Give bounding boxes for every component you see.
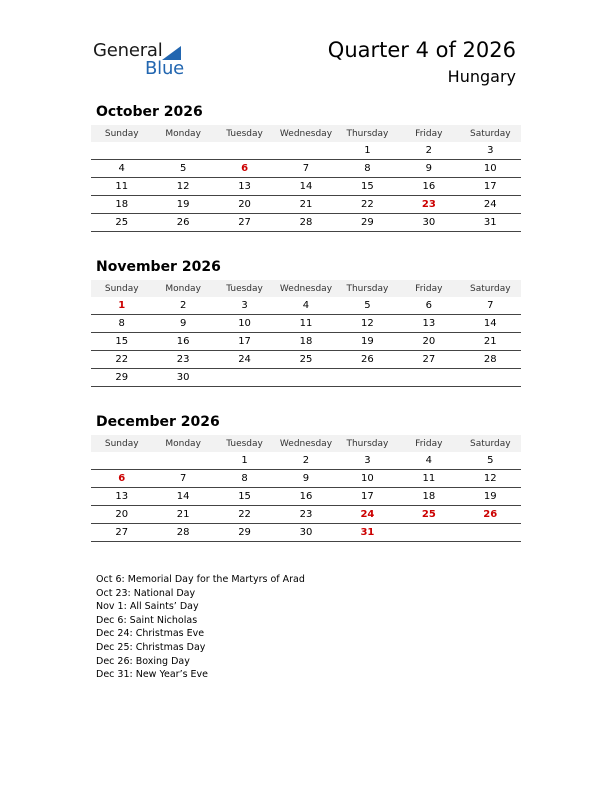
holiday-note: Oct 23: National Day [96,587,196,599]
day-cell: 21 [152,506,213,524]
day-cell: 3 [214,297,275,315]
day-cell: 13 [91,488,152,506]
weekday-label: Monday [152,435,213,452]
weekday-header-row [91,125,521,142]
empty-day-cell [152,142,213,160]
weekday-label: Tuesday [214,125,275,142]
weekday-label: Friday [398,125,459,142]
day-cell: 19 [460,488,521,506]
weekday-label: Wednesday [275,125,336,142]
week-row [91,297,521,315]
day-cell: 11 [91,178,152,196]
day-cell: 24 [460,196,521,214]
month-title: October 2026 [96,104,203,120]
day-cell: 4 [275,297,336,315]
weekday-label: Saturday [460,280,521,297]
day-cell: 25 [275,351,336,369]
day-cell: 16 [275,488,336,506]
day-cell: 13 [398,315,459,333]
day-cell: 28 [152,524,213,542]
day-cell: 15 [337,178,398,196]
empty-day-cell [214,142,275,160]
calendar-table [91,435,521,542]
day-cell: 5 [152,160,213,178]
day-cell: 3 [460,142,521,160]
day-cell: 3 [337,452,398,470]
day-cell: 12 [152,178,213,196]
day-cell: 6 [91,470,152,488]
day-cell: 22 [337,196,398,214]
holiday-note: Dec 26: Boxing Day [96,655,190,667]
week-row [91,369,521,387]
day-cell: 1 [214,452,275,470]
day-cell: 20 [398,333,459,351]
weekday-label: Friday [398,435,459,452]
day-cell: 29 [337,214,398,232]
day-cell: 29 [91,369,152,387]
holiday-note: Dec 24: Christmas Eve [96,628,205,640]
week-row [91,196,521,214]
day-cell: 4 [398,452,459,470]
week-row [91,351,521,369]
day-cell: 31 [337,524,398,542]
day-cell: 15 [91,333,152,351]
day-cell: 20 [91,506,152,524]
day-cell: 24 [337,506,398,524]
page-title: Quarter 4 of 2026 [327,38,516,62]
empty-day-cell [275,142,336,160]
day-cell: 21 [275,196,336,214]
day-cell: 26 [460,506,521,524]
month-title: November 2026 [96,259,221,275]
day-cell: 5 [460,452,521,470]
weekday-label: Friday [398,280,459,297]
day-cell: 9 [152,315,213,333]
weekday-label: Tuesday [214,280,275,297]
day-cell: 8 [337,160,398,178]
weekday-label: Monday [152,280,213,297]
day-cell: 1 [337,142,398,160]
day-cell: 28 [460,351,521,369]
week-row [91,142,521,160]
day-cell: 25 [91,214,152,232]
month-november [91,258,521,387]
week-row [91,315,521,333]
day-cell: 7 [275,160,336,178]
day-cell: 27 [214,214,275,232]
month-title: December 2026 [96,414,220,430]
day-cell: 22 [91,351,152,369]
day-cell: 6 [398,297,459,315]
day-cell: 4 [91,160,152,178]
empty-day-cell [152,452,213,470]
day-cell: 11 [275,315,336,333]
day-cell: 26 [152,214,213,232]
day-cell: 11 [398,470,459,488]
logo-general-text: General [93,40,163,61]
week-row [91,452,521,470]
day-cell: 14 [275,178,336,196]
day-cell: 19 [152,196,213,214]
day-cell: 27 [91,524,152,542]
empty-day-cell [91,452,152,470]
day-cell: 18 [398,488,459,506]
day-cell: 31 [460,214,521,232]
week-row [91,333,521,351]
month-december [91,413,521,542]
weekday-label: Monday [152,125,213,142]
day-cell: 5 [337,297,398,315]
week-row [91,524,521,542]
holiday-note: Oct 6: Memorial Day for the Martyrs of Arad [96,574,305,585]
empty-day-cell [337,369,398,387]
empty-day-cell [91,142,152,160]
day-cell: 1 [91,297,152,315]
day-cell: 14 [460,315,521,333]
day-cell: 24 [214,351,275,369]
weekday-label: Wednesday [275,280,336,297]
day-cell: 17 [460,178,521,196]
week-row [91,160,521,178]
day-cell: 23 [152,351,213,369]
holiday-note: Nov 1: All Saints’ Day [96,601,199,613]
day-cell: 28 [275,214,336,232]
day-cell: 21 [460,333,521,351]
day-cell: 14 [152,488,213,506]
day-cell: 30 [275,524,336,542]
weekday-header-row [91,435,521,452]
calendar-table [91,280,521,387]
holiday-note: Dec 31: New Year’s Eve [96,669,209,681]
weekday-label: Wednesday [275,435,336,452]
holiday-notes [96,573,305,682]
day-cell: 12 [337,315,398,333]
holiday-note: Dec 6: Saint Nicholas [96,614,198,626]
day-cell: 13 [214,178,275,196]
day-cell: 17 [214,333,275,351]
empty-day-cell [398,524,459,542]
day-cell: 9 [398,160,459,178]
empty-day-cell [275,369,336,387]
weekday-label: Tuesday [214,435,275,452]
day-cell: 17 [337,488,398,506]
day-cell: 23 [275,506,336,524]
calendar-table [91,125,521,232]
weekday-label: Sunday [91,435,152,452]
weekday-header-row [91,280,521,297]
day-cell: 25 [398,506,459,524]
day-cell: 10 [214,315,275,333]
day-cell: 26 [337,351,398,369]
empty-day-cell [460,369,521,387]
day-cell: 16 [398,178,459,196]
day-cell: 19 [337,333,398,351]
month-october [91,103,521,232]
day-cell: 20 [214,196,275,214]
day-cell: 15 [214,488,275,506]
day-cell: 27 [398,351,459,369]
week-row [91,178,521,196]
day-cell: 12 [460,470,521,488]
day-cell: 2 [398,142,459,160]
day-cell: 9 [275,470,336,488]
weekday-label: Sunday [91,125,152,142]
empty-day-cell [214,369,275,387]
empty-day-cell [398,369,459,387]
day-cell: 6 [214,160,275,178]
week-row [91,488,521,506]
day-cell: 10 [337,470,398,488]
logo-blue-text: Blue [145,58,185,79]
day-cell: 8 [214,470,275,488]
day-cell: 10 [460,160,521,178]
day-cell: 29 [214,524,275,542]
empty-day-cell [460,524,521,542]
weekday-label: Saturday [460,125,521,142]
country-name: Hungary [447,67,516,86]
weekday-label: Sunday [91,280,152,297]
day-cell: 30 [152,369,213,387]
day-cell: 7 [460,297,521,315]
week-row [91,470,521,488]
weekday-label: Thursday [337,435,398,452]
day-cell: 23 [398,196,459,214]
day-cell: 18 [91,196,152,214]
day-cell: 18 [275,333,336,351]
day-cell: 22 [214,506,275,524]
day-cell: 30 [398,214,459,232]
day-cell: 8 [91,315,152,333]
weekday-label: Saturday [460,435,521,452]
weekday-label: Thursday [337,280,398,297]
weekday-label: Thursday [337,125,398,142]
week-row [91,506,521,524]
generalblue-logo [93,40,193,80]
day-cell: 7 [152,470,213,488]
day-cell: 2 [275,452,336,470]
day-cell: 2 [152,297,213,315]
week-row [91,214,521,232]
day-cell: 16 [152,333,213,351]
holiday-note: Dec 25: Christmas Day [96,641,206,653]
